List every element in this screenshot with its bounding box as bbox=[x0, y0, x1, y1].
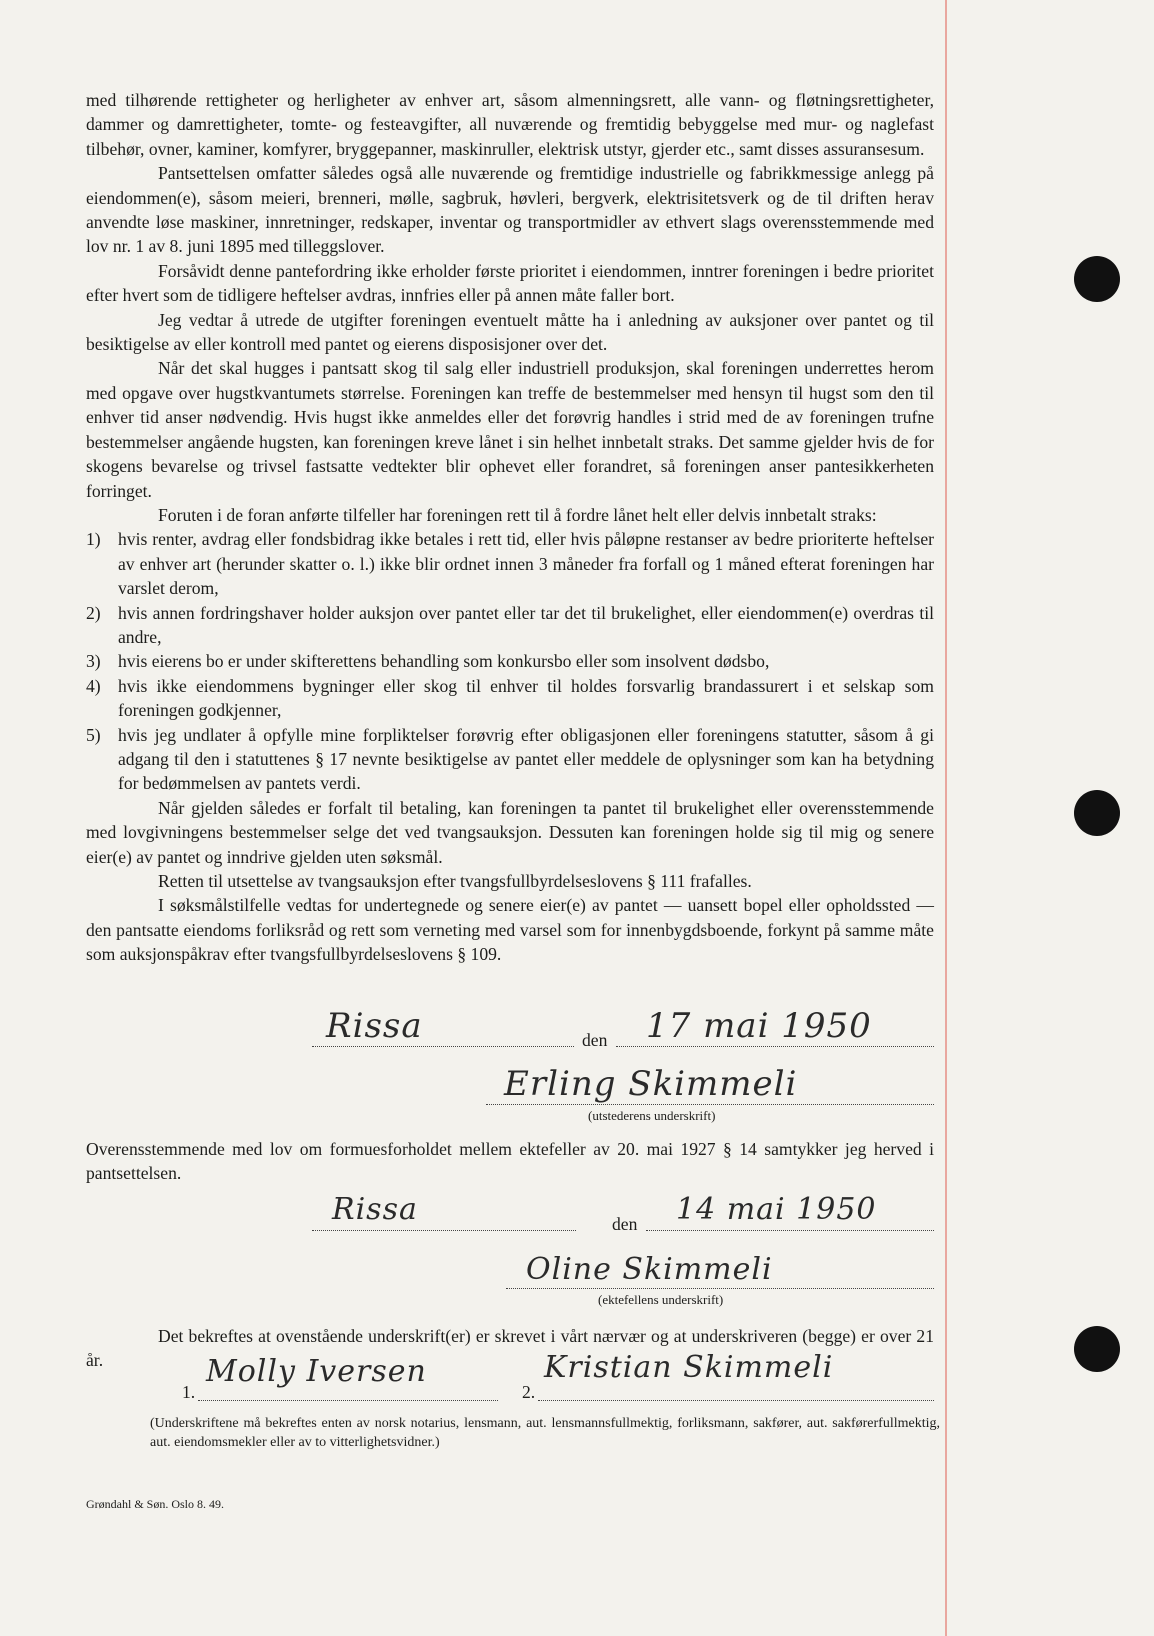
issuer-place: Rissa bbox=[326, 1006, 423, 1046]
list-text: hvis annen fordringshaver holder auksjon over pantet eller tar det til brukelighet, eller eiendommen(e) overdras til andre, bbox=[118, 602, 934, 647]
den-label: den bbox=[582, 1030, 608, 1050]
spouse-caption: (ektefellens underskrift) bbox=[598, 1292, 724, 1307]
paragraph: I søksmålstilfelle vedtas for undertegnede og senere eier(e) av pantet — uansett bopel eller opholdssted — den pantsatte eiendoms forliksråd og rett som verneting med varsel som for innenbygdsboende, forkynt på samme måte som auksjonspåkrav efter tvangsfullbyrdelseslovens § 109. bbox=[86, 895, 934, 965]
list-number: 1) bbox=[86, 529, 101, 550]
list-text: hvis eierens bo er under skifterettens behandling som konkursbo eller som insolvent dødsbo, bbox=[118, 651, 770, 672]
spouse-date-row bbox=[86, 1192, 934, 1240]
paragraph: Forsåvidt denne pantefordring ikke erholder første prioritet i eiendommen, inntrer foreningen i bedre prioritet efter hvert som de tidligere heftelser avdras, innfries eller på annen måte faller bort. bbox=[86, 260, 934, 306]
punch-hole bbox=[1074, 256, 1120, 302]
place-line bbox=[312, 1230, 576, 1231]
signature-line bbox=[486, 1104, 934, 1105]
witness-note: (Underskriftene må bekreftes enten av norsk notarius, lensmann, aut. lensmannsfullmektig, forliksmann, sakfører, aut. sakførerfullmektig, aut. eiendomsmekler eller av to vitterlighetsvidner.) bbox=[150, 1416, 940, 1450]
signature-line bbox=[198, 1400, 498, 1401]
list-item bbox=[86, 601, 934, 650]
issuer-date-row bbox=[86, 1006, 934, 1056]
spouse-signature-row bbox=[86, 1252, 934, 1322]
condition-list bbox=[86, 527, 934, 795]
margin-rule bbox=[945, 0, 947, 1636]
date-line bbox=[646, 1230, 934, 1231]
issuer-signature: Erling Skimmeli bbox=[504, 1064, 798, 1104]
list-item bbox=[86, 674, 934, 723]
paragraph: Foruten i de foran anførte tilfeller har foreningen rett til å fordre lånet helt eller delvis innbetalt straks: bbox=[158, 504, 877, 525]
issuer-caption: (utstederens underskrift) bbox=[588, 1108, 716, 1123]
date-line bbox=[616, 1046, 934, 1047]
list-text: hvis ikke eiendommens bygninger eller skog til enhver til holdes forsvarlig brandassurert i et selskap som foreningen godkjenner, bbox=[118, 675, 934, 721]
list-number: 2) bbox=[86, 602, 101, 623]
body-text bbox=[86, 88, 934, 967]
paragraph: Jeg vedtar å utrede de utgifter foreningen eventuelt måtte ha i anledning av auksjoner over pantet og til besiktigelse av eller kontroll med pantet og eierens disposisjoner over det. bbox=[86, 309, 934, 355]
den-label: den bbox=[612, 1214, 638, 1234]
paragraph: med tilhørende rettigheter og herligheter av enhver art, såsom almenningsrett, alle vann- og fløtningsrettigheter, dammer og damrettigheter, tomte- og festeavgifter, all nuværende og fremtidig bebyggelse med mur- og naglefast tilbehør, ovner, kaminer, komfyrer, bryggepanner, maskinruller, elektrisk utstyr, gjerder etc., samt disses assuransesum. bbox=[86, 90, 934, 159]
witness-1-number: 1. bbox=[182, 1382, 196, 1402]
paragraph: Retten til utsettelse av tvangsauksjon efter tvangsfullbyrdelseslovens § 111 frafalles. bbox=[158, 871, 752, 891]
witness-2-number: 2. bbox=[522, 1382, 536, 1402]
paragraph: Overensstemmende med lov om formuesforholdet mellem ektefeller av 20. mai 1927 § 14 samtykker jeg herved i pantsettelsen. bbox=[86, 1139, 934, 1184]
signature-line bbox=[538, 1400, 934, 1401]
witness-2-signature: Kristian Skimmeli bbox=[544, 1350, 834, 1385]
paragraph: Det bekreftes at ovenstående underskrift(er) er skrevet i vårt nærvær og at underskriveren (begge) er over 21 år. bbox=[86, 1326, 934, 1371]
punch-hole bbox=[1074, 1326, 1120, 1372]
paragraph: Når gjelden således er forfalt til betaling, kan foreningen ta pantet til brukelighet eller overensstemmende med lovgivningens bestemmelser selge det ved tvangsauksjon. Dessuten kan foreningen holde sig til mig og senere eier(e) av pantet og inndrive gjelden uten søksmål. bbox=[86, 797, 934, 867]
spouse-date: 14 mai 1950 bbox=[676, 1192, 877, 1227]
spouse-signature: Oline Skimmeli bbox=[526, 1252, 773, 1287]
list-item bbox=[86, 723, 934, 796]
list-number: 4) bbox=[86, 675, 101, 696]
paragraph: Når det skal hugges i pantsatt skog til salg eller industriell produksjon, skal foreningen underrettes herom med opgave over hugstkvantumets størrelse. Foreningen kan treffe de bestemmelser med hensyn til hugst som den til enhver tid anser nødvendig. Hvis hugst ikke anmeldes eller det forøvrig handles i strid med de av foreningen trufne bestemmelser angående hugsten, kan foreningen kreve lånet i sin helhet innbetalt straks. Det samme gjelder hvis de for skogens bevarelse og trivsel fastsatte vedtekter blir ophevet eller forandret, så foreningen anser pantesikkerheten forringet. bbox=[86, 358, 934, 501]
list-item bbox=[86, 527, 934, 600]
list-number: 5) bbox=[86, 724, 101, 745]
list-item bbox=[86, 649, 934, 673]
place-line bbox=[312, 1046, 574, 1047]
signature-line bbox=[506, 1288, 934, 1289]
paragraph: Pantsettelsen omfatter således også alle nuværende og fremtidige industrielle og fabrikkmessige anlegg på eiendommen(e), såsom meieri, brenneri, mølle, sagbruk, høvleri, bergverk, elektrisitetsverk og de til driften herav anvendte løse maskiner, innretninger, redskaper, inventar og transportmidler av ethvert slags overensstemmende med lov nr. 1 av 8. juni 1895 med tilleggslover. bbox=[86, 163, 934, 257]
consent-text bbox=[86, 1137, 934, 1186]
list-number: 3) bbox=[86, 651, 101, 672]
list-text: hvis jeg undlater å opfylle mine forpliktelser forøvrig efter obligasjonen eller foreningens statutter, såsom å gi adgang til den i statuttenes § 17 nevnte besiktigelse av pantet eller meddele de oplysninger som kan ha betydning for bedømmelsen av pantets verdi. bbox=[118, 724, 934, 794]
punch-hole bbox=[1074, 790, 1120, 836]
printer-imprint: Grøndahl & Søn. Oslo 8. 49. bbox=[86, 1497, 224, 1511]
spouse-place: Rissa bbox=[332, 1192, 418, 1227]
issuer-date: 17 mai 1950 bbox=[646, 1006, 872, 1046]
list-text: hvis renter, avdrag eller fondsbidrag ikke betales i rett tid, eller hvis påløpne restanser av bedre prioriterte heftelser av enhver art (herunder skatter o. l.) ikke blir ordnet innen 3 måneder fra forfall og 1 måned efterat foreningen har varslet derom, bbox=[118, 529, 934, 599]
issuer-signature-row bbox=[86, 1064, 934, 1138]
witness-1-signature: Molly Iversen bbox=[206, 1354, 427, 1389]
